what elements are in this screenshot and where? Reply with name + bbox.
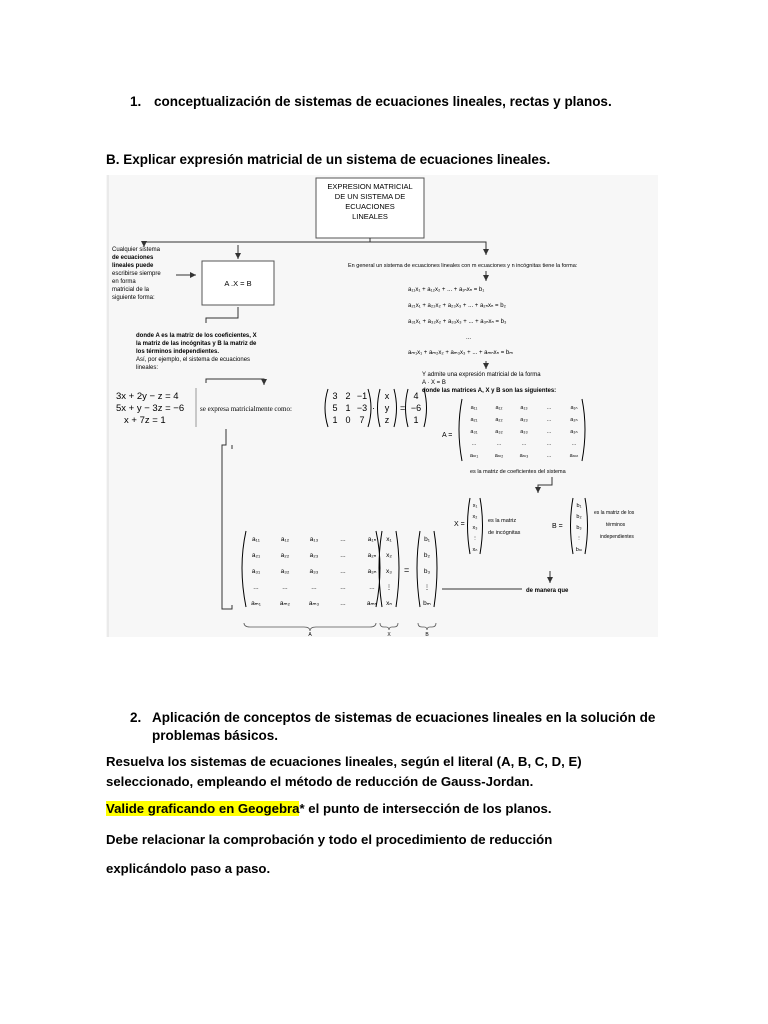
svg-text:4: 4 bbox=[413, 391, 419, 401]
vector-cell: x₃ bbox=[472, 525, 478, 531]
section-2-number: 2. bbox=[130, 710, 142, 725]
matrix-expression-diagram bbox=[106, 175, 658, 637]
box-title-line: DE UN SISTEMA DE bbox=[334, 192, 406, 201]
validate-paragraph bbox=[106, 799, 666, 819]
section-2-heading bbox=[130, 709, 670, 745]
svg-text:siguiente forma:: siguiente forma: bbox=[112, 295, 155, 301]
matrix-cell: ... bbox=[546, 429, 552, 435]
svg-text:Así, por ejemplo, el sistema d: Así, por ejemplo, el sistema de ecuaciones bbox=[136, 357, 251, 363]
svg-text:Y admite una expresión matrici: Y admite una expresión matricial de la forma bbox=[422, 372, 541, 378]
matrix-cell: aₘ₃ bbox=[519, 453, 529, 459]
matrix-cell: a₃₂ bbox=[495, 429, 503, 435]
brace-a-label: A bbox=[308, 632, 312, 637]
matrix-cell: ... bbox=[340, 536, 346, 543]
matrix-cell: a₃₂ bbox=[280, 568, 290, 575]
a-label: A = bbox=[442, 432, 453, 439]
explain-paragraph: explicándolo paso a paso. bbox=[106, 861, 271, 876]
svg-text:3: 3 bbox=[332, 391, 338, 401]
svg-text:a₁₁x₁ + a₁₂x₂ + ... + a₁ₙxₙ =: a₁₁x₁ + a₁₂x₂ + ... + a₁ₙxₙ = b₁ bbox=[408, 287, 485, 293]
matrix-cell: ... bbox=[521, 441, 527, 447]
vector-cell: x₁ bbox=[472, 503, 478, 509]
svg-text:0: 0 bbox=[345, 415, 351, 425]
matrix-cell: aₘ₁ bbox=[251, 600, 261, 607]
matrix-cell: a₃ₙ bbox=[570, 429, 578, 435]
vector-cell: xₙ bbox=[386, 600, 392, 607]
matrix-cell: a₁₃ bbox=[520, 405, 528, 411]
matrix-cell: a₃₁ bbox=[251, 568, 261, 575]
instruction-paragraph: Resuelva los sistemas de ecuaciones lineales, según el literal (A, B, C, D, E) seleccionado, empleando el método de reducción de Gauss-Jordan. bbox=[106, 754, 582, 789]
matrix-cell: aₘ₁ bbox=[469, 453, 479, 459]
section-2-title: Aplicación de conceptos de sistemas de ecuaciones lineales en la solución de problemas básicos. bbox=[152, 710, 656, 743]
matrix-cell: a₂₃ bbox=[520, 417, 528, 423]
matrix-cell: ... bbox=[340, 584, 346, 591]
vector-cell: b₃ bbox=[423, 568, 431, 575]
relate-paragraph: Debe relacionar la comprobación y todo el procedimiento de reducción bbox=[106, 832, 553, 847]
svg-text:la matriz de las incógnitas y: la matriz de las incógnitas y B la matriz de bbox=[136, 341, 257, 347]
matrix-cell: aₘ₃ bbox=[308, 600, 320, 607]
vector-cell: bₘ bbox=[423, 600, 431, 607]
svg-text:donde las matrices A, X y B so: donde las matrices A, X y B son las siguientes: bbox=[422, 388, 557, 394]
vector-cell: xₙ bbox=[472, 547, 478, 553]
section-1-title: conceptualización de sistemas de ecuaciones lineales, rectas y planos. bbox=[154, 94, 612, 109]
highlighted-text: Valide graficando en Geogebra bbox=[106, 801, 300, 816]
svg-text:−3: −3 bbox=[356, 403, 368, 413]
box-title-line: LINEALES bbox=[352, 212, 388, 221]
svg-text:de ecuaciones: de ecuaciones bbox=[112, 255, 154, 261]
matrix-cell: a₁₁ bbox=[251, 536, 261, 543]
matrix-cell: ... bbox=[253, 584, 259, 591]
vector-cell: ⋮ bbox=[385, 584, 393, 591]
matrix-cell: a₂ₙ bbox=[367, 552, 377, 559]
b-caption: independientes bbox=[600, 534, 634, 540]
matrix-cell: a₃ₙ bbox=[367, 568, 377, 575]
vector-cell: ⋮ bbox=[472, 536, 478, 542]
svg-text:matricial de la: matricial de la bbox=[112, 287, 150, 293]
matrix-cell: a₃₃ bbox=[520, 429, 528, 435]
svg-text:z: z bbox=[384, 415, 390, 425]
section-1-number: 1. bbox=[130, 94, 142, 109]
svg-text:7: 7 bbox=[359, 415, 365, 425]
svg-text:5x + y − 3z = −6: 5x + y − 3z = −6 bbox=[116, 403, 185, 414]
matrix-cell: aₘ₂ bbox=[279, 600, 291, 607]
vector-cell: b₂ bbox=[576, 514, 582, 520]
x-caption: es la matriz bbox=[488, 518, 517, 524]
matrix-cell: ... bbox=[282, 584, 288, 591]
vector-cell: b₂ bbox=[423, 552, 431, 559]
matrix-cell: a₃₃ bbox=[309, 568, 319, 575]
matrix-cell: a₁₂ bbox=[280, 536, 290, 543]
matrix-cell: aₘ₂ bbox=[494, 453, 504, 459]
matrix-cell: ... bbox=[546, 441, 552, 447]
section-b-heading: B. Explicar expresión matricial de un sistema de ecuaciones lineales. bbox=[106, 152, 551, 167]
svg-text:en forma: en forma bbox=[112, 279, 136, 285]
svg-text:−6: −6 bbox=[410, 403, 422, 413]
section-1-heading bbox=[130, 94, 612, 109]
matrix-cell: a₁ₙ bbox=[367, 536, 377, 543]
svg-text:x + 7z = 1: x + 7z = 1 bbox=[124, 415, 166, 426]
matrix-cell: a₃₁ bbox=[470, 429, 478, 435]
axb-label: A .X = B bbox=[224, 279, 252, 288]
matrix-cell: ... bbox=[340, 552, 346, 559]
vector-cell: x₂ bbox=[386, 552, 392, 559]
matrix-cell: aₘₙ bbox=[366, 600, 378, 607]
svg-text:·: · bbox=[372, 403, 375, 413]
vector-cell: bₘ bbox=[575, 547, 583, 553]
vector-cell: x₃ bbox=[386, 568, 392, 575]
matrix-cell: ... bbox=[546, 405, 552, 411]
vector-cell: x₂ bbox=[472, 514, 478, 520]
matrix-cell: ... bbox=[340, 568, 346, 575]
brace-b-label: B bbox=[425, 632, 429, 637]
vector-cell: ⋮ bbox=[423, 584, 431, 591]
svg-text:1: 1 bbox=[413, 415, 419, 425]
svg-text:lineales:: lineales: bbox=[136, 365, 159, 371]
svg-text:...: ... bbox=[466, 335, 472, 341]
svg-text:lineales puede: lineales puede bbox=[112, 263, 154, 269]
matrix-cell: ... bbox=[496, 441, 502, 447]
matrix-cell: a₂₂ bbox=[280, 552, 290, 559]
example-middle: se expresa matricialmente como: bbox=[200, 405, 292, 413]
matrix-cell: a₁ₙ bbox=[570, 405, 578, 411]
matrix-cell: ... bbox=[546, 417, 552, 423]
box-title-line: EXPRESION MATRICIAL bbox=[327, 182, 413, 191]
svg-text:A · X = B: A · X = B bbox=[422, 380, 446, 386]
brace-x-label: X bbox=[387, 632, 391, 637]
matrix-cell: ... bbox=[571, 441, 577, 447]
matrix-cell: ... bbox=[471, 441, 477, 447]
box-title-line: ECUACIONES bbox=[345, 202, 395, 211]
matrix-cell: a₂₃ bbox=[309, 552, 319, 559]
matrix-cell: a₂₂ bbox=[495, 417, 503, 423]
matrix-cell: a₁₂ bbox=[495, 405, 503, 411]
svg-text:aₘ₁x₁ + aₘ₂x₂ + aₘ₃x₃ + ... +: aₘ₁x₁ + aₘ₂x₂ + aₘ₃x₃ + ... + aₘₙxₙ = bₘ bbox=[408, 350, 513, 356]
svg-text:3x + 2y − z = 4: 3x + 2y − z = 4 bbox=[116, 391, 179, 402]
vector-cell: b₁ bbox=[576, 503, 582, 509]
a-caption: es la matriz de coeficientes del sistema bbox=[470, 469, 566, 475]
vector-cell: ⋮ bbox=[576, 536, 582, 542]
big-equals: = bbox=[404, 565, 410, 575]
matrix-cell: a₁₁ bbox=[470, 405, 478, 411]
svg-text:Cualquier sistema: Cualquier sistema bbox=[112, 247, 161, 253]
svg-text:los términos independientes.: los términos independientes. bbox=[136, 349, 220, 355]
vector-cell: b₁ bbox=[424, 536, 430, 543]
general-intro: En general un sistema de ecuaciones lineales con m ecuaciones y n incógnitas tiene la forma: bbox=[348, 263, 578, 269]
x-label: X = bbox=[454, 521, 465, 528]
svg-text:y: y bbox=[384, 403, 390, 413]
svg-text:2: 2 bbox=[345, 391, 351, 401]
svg-text:5: 5 bbox=[332, 403, 338, 413]
x-caption: de incógnitas bbox=[488, 530, 521, 536]
matrix-cell: ... bbox=[546, 453, 552, 459]
b-label: B = bbox=[552, 523, 563, 530]
matrix-cell: a₂ₙ bbox=[570, 417, 578, 423]
matrix-cell: ... bbox=[311, 584, 317, 591]
de-manera-que: de manera que bbox=[526, 588, 569, 594]
vector-cell: x₁ bbox=[386, 536, 392, 543]
svg-text:a₃₁x₁ + a₃₂x₂ + a₃₃x₃ + ... +: a₃₁x₁ + a₃₂x₂ + a₃₃x₃ + ... + a₃ₙxₙ = b₃ bbox=[408, 319, 507, 325]
matrix-cell: a₂₁ bbox=[470, 417, 478, 423]
example-matrix-a bbox=[325, 389, 371, 427]
b-caption: es la matriz de los bbox=[594, 510, 635, 516]
validate-rest: * el punto de intersección de los planos. bbox=[299, 801, 552, 816]
svg-text:1: 1 bbox=[345, 403, 351, 413]
svg-text:=: = bbox=[400, 403, 406, 413]
b-caption: términos bbox=[606, 522, 626, 528]
svg-text:escribirse siempre: escribirse siempre bbox=[112, 271, 161, 277]
svg-text:−1: −1 bbox=[356, 391, 368, 401]
matrix-cell: ... bbox=[369, 584, 375, 591]
matrix-cell: a₂₁ bbox=[251, 552, 261, 559]
vector-cell: b₃ bbox=[576, 525, 582, 531]
svg-text:1: 1 bbox=[332, 415, 338, 425]
svg-text:x: x bbox=[384, 391, 390, 401]
matrix-cell: a₁₃ bbox=[309, 536, 319, 543]
svg-text:donde A es la matriz de los co: donde A es la matriz de los coeficientes, X bbox=[136, 333, 257, 339]
svg-text:a₂₁x₁ + a₂₂x₂ + a₂₃x₃ + ... +: a₂₁x₁ + a₂₂x₂ + a₂₃x₃ + ... + a₂ₙxₙ = b₂ bbox=[408, 303, 506, 309]
matrix-cell: aₘₙ bbox=[569, 453, 579, 459]
matrix-cell: ... bbox=[340, 600, 346, 607]
